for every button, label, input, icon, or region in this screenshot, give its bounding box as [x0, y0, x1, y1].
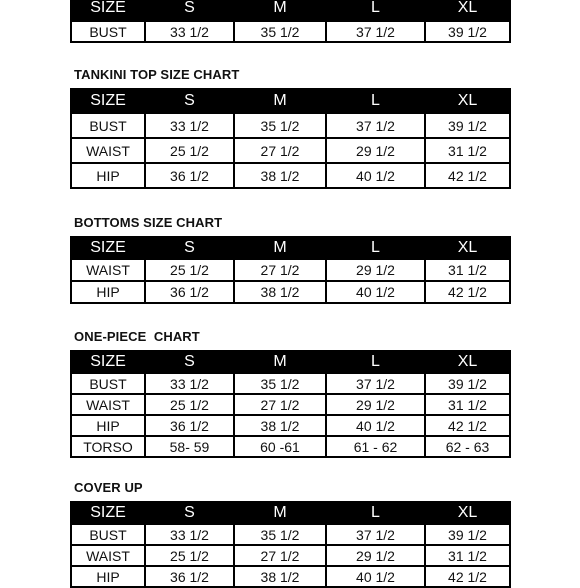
header-m: M — [234, 502, 326, 524]
header-row — [71, 0, 510, 21]
header-row — [71, 351, 510, 373]
table-row — [71, 524, 510, 545]
row-label: WAIST — [71, 394, 145, 415]
cell: 40 1/2 — [326, 163, 425, 188]
cell: 40 1/2 — [326, 566, 425, 587]
section-title: TANKINI TOP SIZE CHART — [74, 67, 240, 82]
cell: 39 1/2 — [425, 113, 510, 138]
header-l: L — [326, 502, 425, 524]
cell: 38 1/2 — [234, 566, 326, 587]
header-s: S — [145, 351, 234, 373]
cell: 35 1/2 — [234, 113, 326, 138]
cell: 38 1/2 — [234, 281, 326, 303]
cell: 25 1/2 — [145, 545, 234, 566]
row-label: WAIST — [71, 138, 145, 163]
header-m: M — [234, 89, 326, 113]
header-xl: XL — [425, 237, 510, 259]
cell: 35 1/2 — [234, 373, 326, 394]
cell: 33 1/2 — [145, 524, 234, 545]
cell: 27 1/2 — [234, 138, 326, 163]
section-title: COVER UP — [74, 480, 143, 495]
cell: 36 1/2 — [145, 163, 234, 188]
header-l: L — [326, 351, 425, 373]
size-table-bottoms — [70, 236, 511, 304]
cell: 42 1/2 — [425, 163, 510, 188]
table-row — [71, 163, 510, 188]
header-size: SIZE — [71, 89, 145, 113]
cell: 39 1/2 — [425, 373, 510, 394]
row-label: BUST — [71, 373, 145, 394]
table-row — [71, 373, 510, 394]
header-m: M — [234, 237, 326, 259]
row-label: HIP — [71, 415, 145, 436]
row-label: BUST — [71, 524, 145, 545]
table-row — [71, 113, 510, 138]
cell: 37 1/2 — [326, 373, 425, 394]
header-row — [71, 89, 510, 113]
cell: 39 1/2 — [425, 21, 510, 42]
size-table-one-piece — [70, 350, 511, 458]
cell: 42 1/2 — [425, 566, 510, 587]
table-row — [71, 259, 510, 281]
cell: 39 1/2 — [425, 524, 510, 545]
cell: 35 1/2 — [234, 21, 326, 42]
cell: 36 1/2 — [145, 281, 234, 303]
cell: 31 1/2 — [425, 138, 510, 163]
header-l: L — [326, 89, 425, 113]
header-s: S — [145, 237, 234, 259]
cell: 58- 59 — [145, 436, 234, 457]
cell: 29 1/2 — [326, 394, 425, 415]
header-size: SIZE — [71, 237, 145, 259]
header-row — [71, 502, 510, 524]
header-size: SIZE — [71, 502, 145, 524]
header-xl: XL — [425, 502, 510, 524]
cell: 25 1/2 — [145, 259, 234, 281]
cell: 60 -61 — [234, 436, 326, 457]
cell: 33 1/2 — [145, 21, 234, 42]
cell: 31 1/2 — [425, 394, 510, 415]
header-xl: XL — [425, 89, 510, 113]
row-label: WAIST — [71, 259, 145, 281]
table-row — [71, 394, 510, 415]
header-xl: XL — [425, 0, 510, 21]
header-size: SIZE — [71, 351, 145, 373]
cell: 33 1/2 — [145, 113, 234, 138]
cell: 29 1/2 — [326, 138, 425, 163]
cell: 31 1/2 — [425, 545, 510, 566]
table-row — [71, 21, 510, 42]
cell: 35 1/2 — [234, 524, 326, 545]
row-label: HIP — [71, 281, 145, 303]
table-row — [71, 138, 510, 163]
section-title: ONE-PIECE CHART — [74, 329, 200, 344]
cell: 38 1/2 — [234, 415, 326, 436]
cell: 37 1/2 — [326, 113, 425, 138]
row-label: BUST — [71, 113, 145, 138]
header-s: S — [145, 89, 234, 113]
cell: 25 1/2 — [145, 138, 234, 163]
header-l: L — [326, 237, 425, 259]
cell: 38 1/2 — [234, 163, 326, 188]
size-table-top — [70, 0, 511, 43]
cell: 40 1/2 — [326, 415, 425, 436]
cell: 36 1/2 — [145, 566, 234, 587]
section-title: BOTTOMS SIZE CHART — [74, 215, 223, 230]
row-label: HIP — [71, 566, 145, 587]
header-l: L — [326, 0, 425, 21]
cell: 42 1/2 — [425, 415, 510, 436]
header-m: M — [234, 351, 326, 373]
cell: 27 1/2 — [234, 394, 326, 415]
table-row — [71, 436, 510, 457]
cell: 27 1/2 — [234, 545, 326, 566]
cell: 29 1/2 — [326, 259, 425, 281]
header-row — [71, 237, 510, 259]
cell: 31 1/2 — [425, 259, 510, 281]
header-xl: XL — [425, 351, 510, 373]
cell: 42 1/2 — [425, 281, 510, 303]
cell: 29 1/2 — [326, 545, 425, 566]
table-row — [71, 566, 510, 587]
table-row — [71, 415, 510, 436]
header-m: M — [234, 0, 326, 21]
cell: 37 1/2 — [326, 524, 425, 545]
size-table-cover-up — [70, 501, 511, 588]
cell: 40 1/2 — [326, 281, 425, 303]
cell: 25 1/2 — [145, 394, 234, 415]
table-row — [71, 281, 510, 303]
cell: 27 1/2 — [234, 259, 326, 281]
row-label: BUST — [71, 21, 145, 42]
size-table-tankini-top — [70, 88, 511, 189]
row-label: WAIST — [71, 545, 145, 566]
cell: 62 - 63 — [425, 436, 510, 457]
cell: 37 1/2 — [326, 21, 425, 42]
cell: 36 1/2 — [145, 415, 234, 436]
row-label: HIP — [71, 163, 145, 188]
cell: 33 1/2 — [145, 373, 234, 394]
table-row — [71, 545, 510, 566]
header-size: SIZE — [71, 0, 145, 21]
header-s: S — [145, 502, 234, 524]
header-s: S — [145, 0, 234, 21]
cell: 61 - 62 — [326, 436, 425, 457]
row-label: TORSO — [71, 436, 145, 457]
